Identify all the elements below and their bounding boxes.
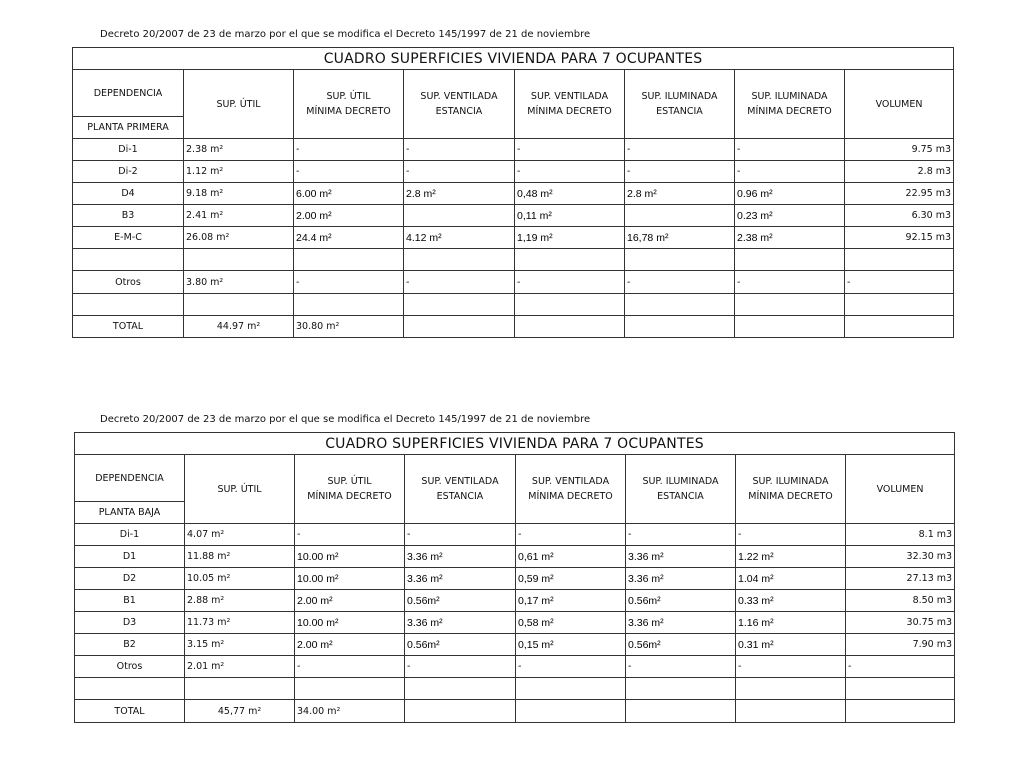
total-sup-util: 45,77 m² bbox=[185, 700, 295, 723]
cell: - bbox=[515, 161, 625, 183]
cell bbox=[404, 205, 515, 227]
empty-cell bbox=[404, 316, 515, 338]
empty-cell bbox=[736, 700, 846, 723]
cell: - bbox=[405, 524, 516, 546]
table-title: CUADRO SUPERFICIES VIVIENDA PARA 7 OCUPANTES bbox=[75, 433, 955, 455]
cell: 3.36 m² bbox=[405, 568, 516, 590]
header-sup-iluminada-minima: SUP. ILUMINADA MÍNIMA DECRETO bbox=[735, 70, 845, 139]
cell-sup-util: 2.01 m² bbox=[185, 656, 295, 678]
empty-cell bbox=[625, 316, 735, 338]
row-name: D4 bbox=[73, 183, 184, 205]
row-name: Di-1 bbox=[73, 139, 184, 161]
empty-cell bbox=[515, 294, 625, 316]
cell-volumen: 8.1 m3 bbox=[846, 524, 955, 546]
cell-sup-util: 4.07 m² bbox=[185, 524, 295, 546]
cell: 0,15 m² bbox=[516, 634, 626, 656]
cell: - bbox=[735, 161, 845, 183]
cell-volumen: - bbox=[846, 656, 955, 678]
total-label: TOTAL bbox=[73, 316, 184, 338]
cell: 4.12 m² bbox=[404, 227, 515, 249]
cell: 10.00 m² bbox=[295, 546, 405, 568]
total-sup-util: 44.97 m² bbox=[184, 316, 294, 338]
total-label: TOTAL bbox=[75, 700, 185, 723]
header-sup-util-minima: SUP. ÚTIL MÍNIMA DECRETO bbox=[295, 455, 405, 524]
empty-cell bbox=[736, 678, 846, 700]
cell: - bbox=[295, 656, 405, 678]
empty-cell bbox=[295, 678, 405, 700]
row-name: Di-2 bbox=[73, 161, 184, 183]
cell: 1,19 m² bbox=[515, 227, 625, 249]
section-label: PLANTA PRIMERA bbox=[73, 117, 184, 139]
cell-volumen: 32.30 m3 bbox=[846, 546, 955, 568]
row-name: B2 bbox=[75, 634, 185, 656]
cell: 3.36 m² bbox=[626, 546, 736, 568]
cell: 0.56m² bbox=[626, 590, 736, 612]
decree-caption: Decreto 20/2007 de 23 de marzo por el que se modifica el Decreto 145/1997 de 21 de noviembre bbox=[100, 414, 591, 425]
cell: 2.00 m² bbox=[294, 205, 404, 227]
header-sup-iluminada-minima: SUP. ILUMINADA MÍNIMA DECRETO bbox=[736, 455, 846, 524]
cell: - bbox=[294, 271, 404, 294]
cell: 2.8 m² bbox=[404, 183, 515, 205]
cell: - bbox=[516, 656, 626, 678]
cell: 1.04 m² bbox=[736, 568, 846, 590]
cell: 0.56m² bbox=[405, 634, 516, 656]
cell: - bbox=[736, 524, 846, 546]
cell: 6.00 m² bbox=[294, 183, 404, 205]
cell: 0.31 m² bbox=[736, 634, 846, 656]
cell: - bbox=[516, 524, 626, 546]
cell: - bbox=[626, 524, 736, 546]
cell: 2.00 m² bbox=[295, 634, 405, 656]
cell: - bbox=[294, 139, 404, 161]
empty-cell bbox=[515, 249, 625, 271]
header-dependencia: DEPENDENCIA bbox=[73, 70, 184, 117]
empty-cell bbox=[846, 700, 955, 723]
cell: - bbox=[736, 656, 846, 678]
cell-sup-util: 2.38 m² bbox=[184, 139, 294, 161]
row-name: Otros bbox=[75, 656, 185, 678]
cell: - bbox=[515, 271, 625, 294]
cell: 3.36 m² bbox=[626, 612, 736, 634]
empty-cell bbox=[405, 700, 516, 723]
empty-cell bbox=[73, 249, 184, 271]
cell: 0,48 m² bbox=[515, 183, 625, 205]
cell: - bbox=[404, 161, 515, 183]
empty-cell bbox=[184, 294, 294, 316]
cell: 0.56m² bbox=[626, 634, 736, 656]
cell: - bbox=[625, 161, 735, 183]
empty-cell bbox=[735, 316, 845, 338]
header-sup-util: SUP. ÚTIL bbox=[184, 70, 294, 139]
empty-cell bbox=[625, 249, 735, 271]
row-name: B3 bbox=[73, 205, 184, 227]
header-sup-ventilada: SUP. VENTILADA ESTANCIA bbox=[405, 455, 516, 524]
cell: - bbox=[405, 656, 516, 678]
empty-cell bbox=[75, 678, 185, 700]
surfaces-table-planta-baja bbox=[74, 432, 955, 723]
empty-cell bbox=[294, 294, 404, 316]
cell: 2.8 m² bbox=[625, 183, 735, 205]
cell: 0.33 m² bbox=[736, 590, 846, 612]
cell-volumen: 2.8 m3 bbox=[845, 161, 954, 183]
cell-sup-util: 9.18 m² bbox=[184, 183, 294, 205]
empty-cell bbox=[625, 294, 735, 316]
header-sup-iluminada: SUP. ILUMINADA ESTANCIA bbox=[626, 455, 736, 524]
cell-sup-util: 10.05 m² bbox=[185, 568, 295, 590]
empty-cell bbox=[735, 249, 845, 271]
empty-cell bbox=[294, 249, 404, 271]
cell: 1.22 m² bbox=[736, 546, 846, 568]
cell: 2.00 m² bbox=[295, 590, 405, 612]
cell-sup-util: 3.15 m² bbox=[185, 634, 295, 656]
cell: 2.38 m² bbox=[735, 227, 845, 249]
cell-volumen: 92.15 m3 bbox=[845, 227, 954, 249]
cell: 0.96 m² bbox=[735, 183, 845, 205]
cell: - bbox=[625, 139, 735, 161]
cell: - bbox=[294, 161, 404, 183]
cell bbox=[625, 205, 735, 227]
empty-cell bbox=[185, 678, 295, 700]
cell-volumen: 9.75 m3 bbox=[845, 139, 954, 161]
cell: 10.00 m² bbox=[295, 612, 405, 634]
empty-cell bbox=[846, 678, 955, 700]
header-sup-ventilada: SUP. VENTILADA ESTANCIA bbox=[404, 70, 515, 139]
decree-caption: Decreto 20/2007 de 23 de marzo por el que se modifica el Decreto 145/1997 de 21 de noviembre bbox=[100, 29, 591, 40]
empty-cell bbox=[845, 294, 954, 316]
empty-cell bbox=[626, 700, 736, 723]
header-dependencia: DEPENDENCIA bbox=[75, 455, 185, 502]
empty-cell bbox=[405, 678, 516, 700]
header-sup-util: SUP. ÚTIL bbox=[185, 455, 295, 524]
empty-cell bbox=[515, 316, 625, 338]
cell-sup-util: 2.41 m² bbox=[184, 205, 294, 227]
cell: 0,61 m² bbox=[516, 546, 626, 568]
empty-cell bbox=[626, 678, 736, 700]
row-name: D2 bbox=[75, 568, 185, 590]
cell-volumen: 8.50 m3 bbox=[846, 590, 955, 612]
cell: 3.36 m² bbox=[626, 568, 736, 590]
cell: - bbox=[404, 271, 515, 294]
cell: - bbox=[735, 139, 845, 161]
cell: 1.16 m² bbox=[736, 612, 846, 634]
cell: 16,78 m² bbox=[625, 227, 735, 249]
empty-cell bbox=[516, 678, 626, 700]
header-sup-ventilada-minima: SUP. VENTILADA MÍNIMA DECRETO bbox=[515, 70, 625, 139]
cell-volumen: 6.30 m3 bbox=[845, 205, 954, 227]
empty-cell bbox=[845, 249, 954, 271]
header-sup-util-minima: SUP. ÚTIL MÍNIMA DECRETO bbox=[294, 70, 404, 139]
row-name: D1 bbox=[75, 546, 185, 568]
cell-volumen: - bbox=[845, 271, 954, 294]
cell: - bbox=[625, 271, 735, 294]
cell-volumen: 22.95 m3 bbox=[845, 183, 954, 205]
cell: - bbox=[735, 271, 845, 294]
cell-sup-util: 26.08 m² bbox=[184, 227, 294, 249]
section-label: PLANTA BAJA bbox=[75, 502, 185, 524]
cell: 3.36 m² bbox=[405, 546, 516, 568]
cell: 3.36 m² bbox=[405, 612, 516, 634]
cell-volumen: 27.13 m3 bbox=[846, 568, 955, 590]
row-name: D3 bbox=[75, 612, 185, 634]
cell-volumen: 30.75 m3 bbox=[846, 612, 955, 634]
cell: - bbox=[295, 524, 405, 546]
cell: - bbox=[515, 139, 625, 161]
cell-sup-util: 3.80 m² bbox=[184, 271, 294, 294]
header-volumen: VOLUMEN bbox=[845, 70, 954, 139]
row-name: Di-1 bbox=[75, 524, 185, 546]
row-name: B1 bbox=[75, 590, 185, 612]
empty-cell bbox=[73, 294, 184, 316]
cell-sup-util: 1.12 m² bbox=[184, 161, 294, 183]
empty-cell bbox=[404, 249, 515, 271]
row-name: Otros bbox=[73, 271, 184, 294]
cell: 0,58 m² bbox=[516, 612, 626, 634]
cell: 0,59 m² bbox=[516, 568, 626, 590]
cell-sup-util: 2.88 m² bbox=[185, 590, 295, 612]
total-sup-util-minima: 30.80 m² bbox=[294, 316, 404, 338]
cell: 24.4 m² bbox=[294, 227, 404, 249]
empty-cell bbox=[845, 316, 954, 338]
cell: 0.23 m² bbox=[735, 205, 845, 227]
cell-volumen: 7.90 m3 bbox=[846, 634, 955, 656]
table-title: CUADRO SUPERFICIES VIVIENDA PARA 7 OCUPANTES bbox=[73, 48, 954, 70]
empty-cell bbox=[184, 249, 294, 271]
header-sup-ventilada-minima: SUP. VENTILADA MÍNIMA DECRETO bbox=[516, 455, 626, 524]
cell-sup-util: 11.88 m² bbox=[185, 546, 295, 568]
empty-cell bbox=[404, 294, 515, 316]
empty-cell bbox=[516, 700, 626, 723]
cell-sup-util: 11.73 m² bbox=[185, 612, 295, 634]
header-sup-iluminada: SUP. ILUMINADA ESTANCIA bbox=[625, 70, 735, 139]
cell: 10.00 m² bbox=[295, 568, 405, 590]
row-name: E-M-C bbox=[73, 227, 184, 249]
cell: 0.56m² bbox=[405, 590, 516, 612]
cell: - bbox=[626, 656, 736, 678]
total-sup-util-minima: 34.00 m² bbox=[295, 700, 405, 723]
cell: 0,11 m² bbox=[515, 205, 625, 227]
cell: - bbox=[404, 139, 515, 161]
header-volumen: VOLUMEN bbox=[846, 455, 955, 524]
empty-cell bbox=[735, 294, 845, 316]
surfaces-table-planta-primera bbox=[72, 47, 954, 338]
cell: 0,17 m² bbox=[516, 590, 626, 612]
